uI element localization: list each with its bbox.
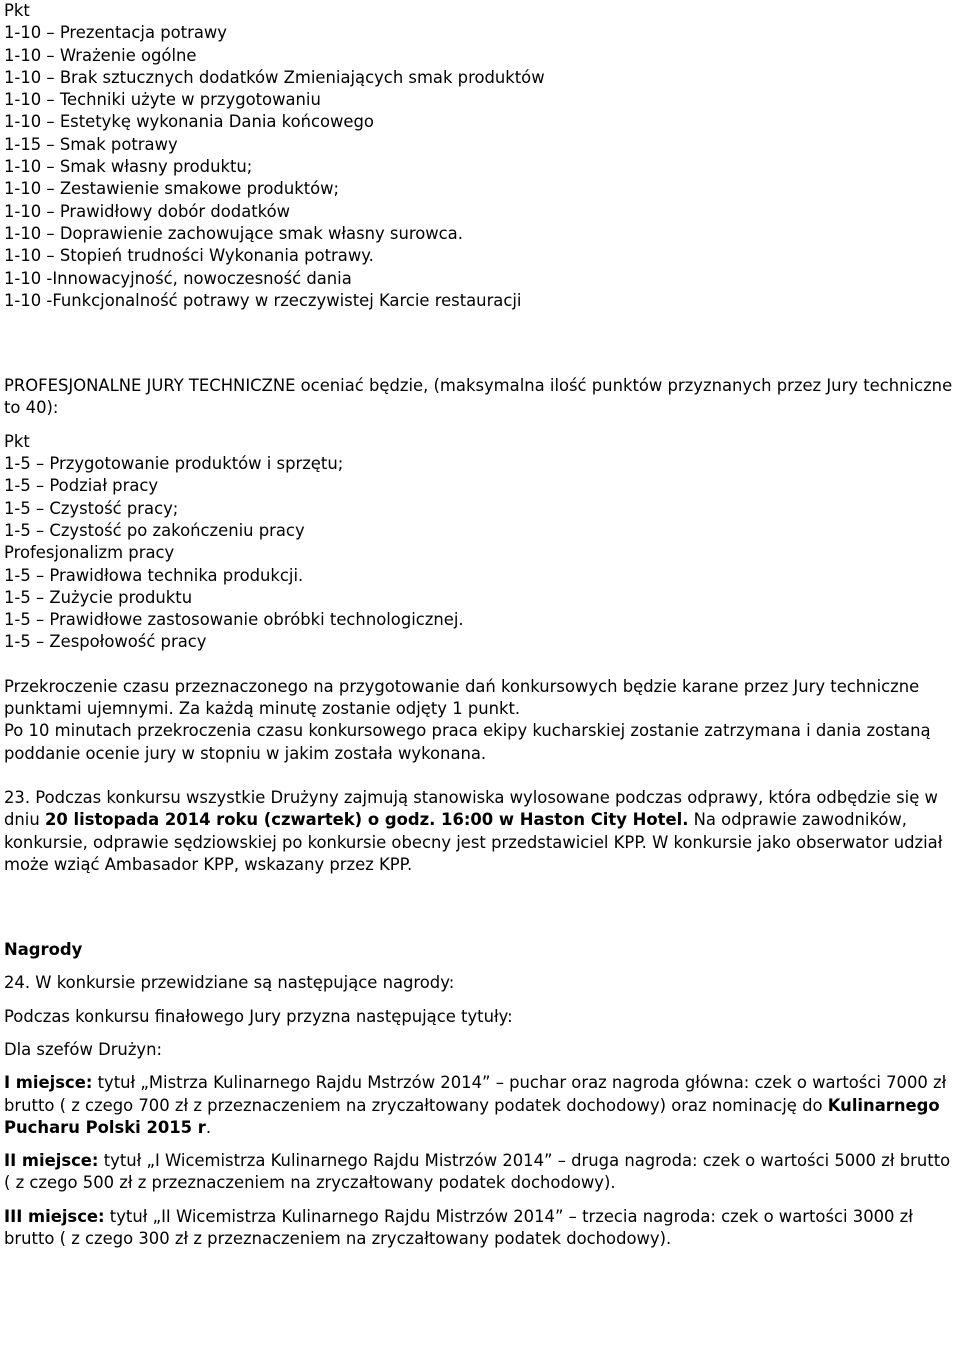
team-chefs-line: Dla szefów Drużyn: [4, 1039, 163, 1059]
scoring-item: 1-15 – Smak potrawy [4, 134, 178, 154]
second-place-label: II miejsce: [4, 1151, 99, 1171]
scoring-item: 1-5 – Prawidłowe zastosowanie obróbki technologicznej. [4, 610, 464, 630]
first-place [4, 1072, 956, 1139]
points-header: Pkt [4, 1, 30, 20]
paragraph-23-text: 23. Podczas konkursu wszystkie Drużyny zajmują stanowiska wylosowane podczas odprawy, która odbędzie się w dniu [4, 787, 938, 830]
technical-jury-intro: PROFESJONALNE JURY TECHNICZNE oceniać będzie, (maksymalna ilość punktów przyznanych przez Jury techniczne to 40): [4, 376, 953, 418]
second-place [4, 1150, 956, 1195]
briefing-date: 20 listopada 2014 roku (czwartek) o godz. 16:00 w Haston City Hotel. [44, 810, 689, 830]
final-titles-line: Podczas konkursu finałowego Jury przyzna następujące tytuły: [4, 1006, 513, 1026]
scoring-item: 1-10 – Zestawienie smakowe produktów; [4, 179, 340, 199]
scoring-item: 1-10 – Doprawienie zachowujące smak własny surowca. [4, 223, 463, 243]
scoring-item: 1-10 -Funkcjonalność potrawy w rzeczywistej Karcie restauracji [4, 290, 522, 310]
first-place-label: I miejsce: [4, 1073, 93, 1093]
scoring-item: 1-10 – Estetykę wykonania Dania końcowego [4, 112, 374, 132]
scoring-item: 1-5 – Zespołowość pracy [4, 632, 207, 652]
scoring-item: Profesjonalizm pracy [4, 543, 175, 563]
prizes-heading: Nagrody [4, 940, 83, 960]
scoring-item: 1-10 – Smak własny produktu; [4, 157, 253, 177]
paragraph-23 [4, 787, 956, 876]
penalty-paragraph: Przekroczenie czasu przeznaczonego na przygotowanie dań konkursowych będzie karane przez Jury techniczne punktami ujemnymi. Za każdą minutę zostanie odjęty 1 punkt. [4, 676, 920, 719]
scoring-item: 1-5 – Przygotowanie produktów i sprzętu; [4, 454, 344, 474]
scoring-item: 1-10 – Techniki użyte w przygotowaniu [4, 90, 321, 110]
third-place-text: tytuł „II Wicemistrza Kulinarnego Rajdu Mistrzów 2014” – trzecia nagroda: czek o wartości 3000 zł brutto ( z czego 300 zł z przeznaczeniem na zryczałtowany podatek dochodowy). [4, 1206, 913, 1249]
scoring-item: 1-10 – Prezentacja potrawy [4, 23, 227, 43]
points-header: Pkt [4, 431, 30, 451]
scoring-item: 1-10 – Prawidłowy dobór dodatków [4, 201, 291, 221]
scoring-item: 1-5 – Prawidłowa technika produkcji. [4, 565, 304, 585]
scoring-item: 1-10 – Stopień trudności Wykonania potrawy. [4, 246, 374, 266]
scoring-item: 1-5 – Podział pracy [4, 476, 159, 496]
paragraph-23-text: Na odprawie zawodników, konkursie, odprawie sędziowskiej po konkursie obecny jest przedstawiciel KPP. W konkursie jako obserwator udział może wziąć Ambasador KPP, wskazany przez KPP. [4, 810, 943, 874]
paragraph-24: 24. W konkursie przewidziane są następujące nagrody: [4, 973, 455, 993]
third-place [4, 1206, 956, 1251]
technical-jury-section [4, 375, 956, 765]
prizes-section [4, 939, 956, 1250]
second-place-text: tytuł „I Wicemistrza Kulinarnego Rajdu Mistrzów 2014” – druga nagroda: czek o wartości 5000 zł brutto ( z czego 500 zł z przeznaczeniem na zryczałtowany podatek dochodowy). [4, 1151, 951, 1193]
third-place-label: III miejsce: [4, 1206, 105, 1226]
scoring-list-culinary [4, 0, 956, 312]
first-place-end: . [205, 1117, 212, 1137]
cup-name: Kulinarnego Pucharu Polski 2015 r [4, 1095, 940, 1137]
scoring-item: 1-5 – Zużycie produktu [4, 587, 193, 607]
scoring-item: 1-10 – Wrażenie ogólne [4, 45, 197, 65]
scoring-item: 1-10 – Brak sztucznych dodatków Zmieniających smak produktów [4, 67, 545, 87]
scoring-item: 1-5 – Czystość pracy; [4, 498, 179, 518]
penalty-paragraph: Po 10 minutach przekroczenia czasu konkursowego praca ekipy kucharskiej zostanie zatrzymana i dania zostaną poddanie ocenie jury w stopniu w jakim została wykonana. [4, 721, 931, 763]
first-place-text: tytuł „Mistrza Kulinarnego Rajdu Mstrzów 2014” – puchar oraz nagroda główna: czek o wartości 7000 zł brutto ( z czego 700 zł z przeznaczeniem na zryczałtowany podatek dochodowy) oraz nominację do [4, 1073, 947, 1115]
scoring-item: 1-10 -Innowacyjność, nowoczesność dania [4, 268, 352, 288]
scoring-item: 1-5 – Czystość po zakończeniu pracy [4, 520, 305, 540]
